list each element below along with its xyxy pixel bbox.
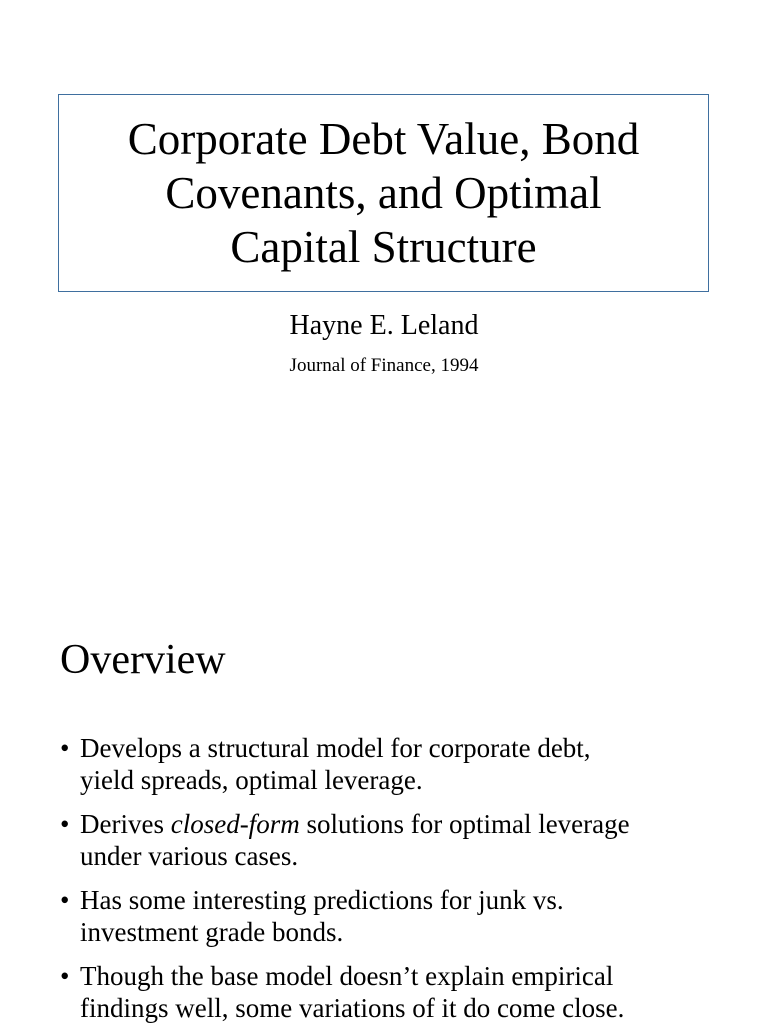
bullet-3-line-1: Has some interesting predictions for junk vs. bbox=[80, 885, 564, 915]
bullet-item-junk-predictions bbox=[60, 884, 740, 948]
bullet-4-line-2: findings well, some variations of it do come close. bbox=[80, 993, 625, 1023]
overview-heading: Overview bbox=[60, 637, 226, 683]
bullet-2-line-2: under various cases. bbox=[80, 841, 299, 871]
bullet-2-text-post: solutions for optimal leverage bbox=[299, 809, 630, 839]
bullet-marker: • bbox=[60, 809, 70, 839]
bullet-4-line-1: Though the base model doesn’t explain empirical bbox=[80, 961, 614, 991]
bullet-2-emphasis: closed-form bbox=[170, 809, 300, 839]
bullet-1-line-1: Develops a structural model for corporate debt, bbox=[80, 733, 591, 763]
title-line-3: Capital Structure bbox=[230, 222, 537, 272]
bullet-item-empirical-findings bbox=[60, 960, 740, 1024]
bullet-2-line-1 bbox=[80, 808, 740, 840]
journal-citation: Journal of Finance, 1994 bbox=[289, 355, 479, 376]
slide-title bbox=[84, 112, 684, 274]
title-line-2: Covenants, and Optimal bbox=[165, 168, 602, 218]
bullet-3-line-2: investment grade bonds. bbox=[80, 917, 344, 947]
title-line-1: Corporate Debt Value, Bond bbox=[127, 114, 640, 164]
bullet-item-closed-form bbox=[60, 808, 740, 872]
bullet-marker: • bbox=[60, 733, 70, 763]
title-box bbox=[58, 94, 709, 292]
overview-bullet-list bbox=[60, 732, 740, 1036]
bullet-2-text-pre: Derives bbox=[80, 809, 171, 839]
bullet-marker: • bbox=[60, 961, 70, 991]
author-name: Hayne E. Leland bbox=[289, 310, 479, 341]
bullet-1-line-2: yield spreads, optimal leverage. bbox=[80, 765, 423, 795]
bullet-item-structural-model bbox=[60, 732, 740, 796]
bullet-marker: • bbox=[60, 885, 70, 915]
